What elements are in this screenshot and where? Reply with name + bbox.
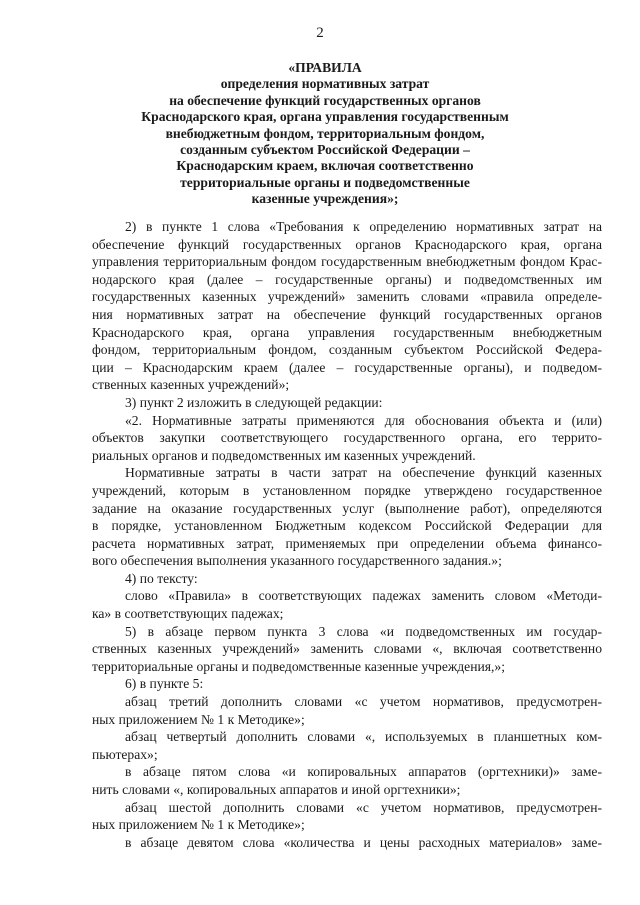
title-line: созданным субъектом Российской Федерации – [180, 142, 470, 158]
text-line: риальных органов и подведомственных им казенных учреждений. [92, 447, 476, 463]
text-line: задание на оказание государственных услуг (выполнение работ), определяются [92, 500, 602, 516]
rules-title [100, 60, 550, 208]
text-line: 5) в абзаце первом пункта 3 слова «и подведомственных им государ- [125, 623, 602, 639]
text-line: «2. Нормативные затраты применяются для обоснования объекта и (или) [125, 412, 602, 428]
text-line: в порядке, установленном Бюджетным кодексом Российской Федерации для [92, 518, 602, 534]
text-line: государственных казенных учреждений» заменить словами «правила определе- [92, 289, 602, 305]
amendments-text [92, 218, 602, 851]
text-line: нить словами «, копировальных аппаратов и иной оргтехники»; [92, 782, 461, 797]
text-line: ния нормативных затрат на обеспечение функций государственных органов [92, 306, 602, 322]
text-line: 3) пункт 2 изложить в следующей редакции: [125, 394, 383, 410]
title-line: на обеспечение функций государственных органов [169, 92, 481, 108]
title-line: казенные учреждения»; [251, 191, 399, 207]
title-line: «ПРАВИЛА [288, 60, 362, 75]
text-line: пьютерах»; [92, 746, 158, 762]
text-line: управления территориальным фондом государственным внебюджетным фондом Крас- [92, 254, 602, 270]
text-line: фондом, территориальным фондом, созданным субъектом Российской Федера- [92, 342, 602, 358]
text-line: ственных казенных учреждений»; [92, 377, 290, 393]
text-line: абзац шестой дополнить словами «с учетом нормативов, предусмотрен- [125, 799, 602, 815]
text-line: объектов закупки соответствующего государственного органа, его террито- [92, 430, 602, 446]
text-line: в абзаце девятом слова «количества и цены расходных материалов» заме- [125, 834, 602, 850]
title-line: территориальные органы и подведомственные [180, 174, 470, 190]
text-line: обеспечение функций государственных органов Краснодарского края, органа [92, 236, 602, 252]
text-line: территориальные органы и подведомственные казенные учреждения,»; [92, 658, 505, 674]
text-line: ных приложением № 1 к Методике»; [92, 817, 305, 833]
text-line: Краснодарского края, органа управления государственным внебюджетным [92, 324, 602, 340]
text-line: учреждений, которым в установленном порядке утверждено государственное [92, 482, 602, 498]
text-line: 2) в пункте 1 слова «Требования к определению нормативных затрат на [125, 219, 602, 234]
page-number: 2 [316, 25, 324, 41]
text-line: абзац третий дополнить словами «с учетом нормативов, предусмотрен- [125, 694, 602, 710]
text-line: слово «Правила» в соответствующих падежах заменить словом «Методи- [125, 588, 602, 604]
text-line: ции – Краснодарским краем (далее – государственные органы), и подведом- [92, 359, 602, 375]
text-line: вого обеспечения выполнения указанного государственного задания.»; [92, 553, 502, 569]
text-line: ка» в соответствующих падежах; [92, 606, 284, 622]
text-line: в абзаце пятом слова «и копировальных аппаратов (оргтехники)» заме- [125, 764, 602, 780]
text-line: ственных казенных учреждений» заменить словами «, включая соответственно [92, 641, 602, 657]
title-line: Краснодарским краем, включая соответственно [176, 158, 474, 174]
text-line: 6) в пункте 5: [125, 676, 204, 692]
text-line: Нормативные затраты в части затрат на обеспечение функций казенных [125, 465, 602, 481]
text-line: нодарского края (далее – государственные органы) и подведомственных им [92, 271, 602, 287]
text-line: 4) по тексту: [125, 570, 198, 586]
text-line: расчета нормативных затрат, применяемых при определении объема финансо- [92, 535, 602, 551]
text-line: абзац четвертый дополнить словами «, используемых в планшетных ком- [125, 729, 602, 745]
title-line: Краснодарского края, органа управления государственным [141, 109, 509, 125]
text-line: ных приложением № 1 к Методике»; [92, 711, 305, 727]
title-line: внебюджетным фондом, территориальным фондом, [165, 125, 485, 141]
title-line: определения нормативных затрат [220, 76, 430, 92]
